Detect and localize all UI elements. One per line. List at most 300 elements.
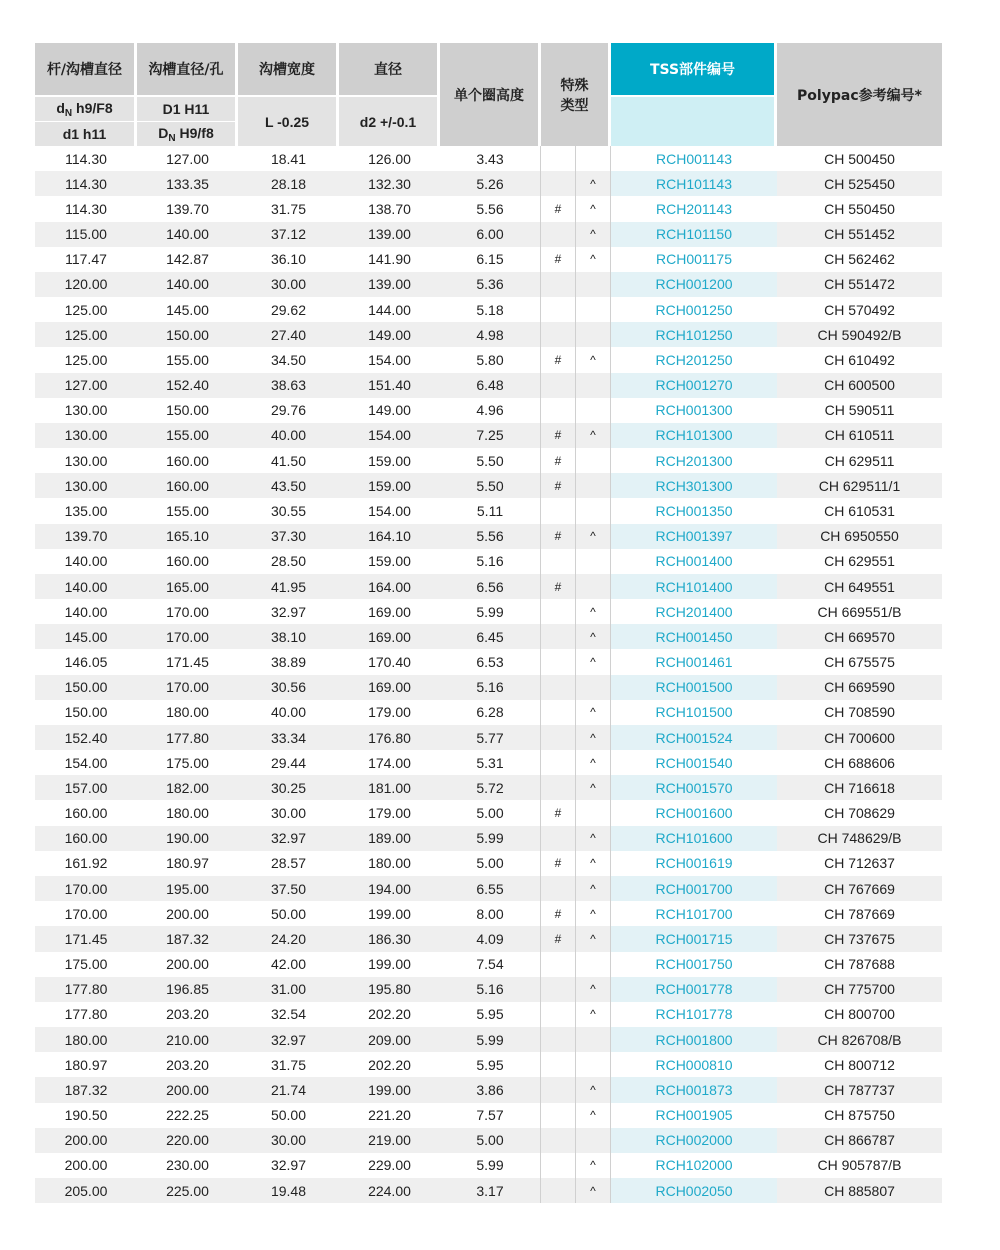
cell-groove-width: 28.18 — [238, 171, 339, 196]
cell-ring-height: 6.56 — [440, 574, 541, 599]
cell-groove-diameter: 187.32 — [137, 926, 238, 951]
cell-rod-diameter: 157.00 — [35, 775, 137, 800]
cell-special-hash — [541, 775, 576, 800]
cell-tss-part-number: RCH001400 — [655, 553, 733, 570]
cell-polypac-ref: CH 500450 — [824, 150, 895, 167]
cell-groove-diameter: 200.00 — [166, 956, 209, 973]
cell-groove-diameter: 203.20 — [166, 1006, 209, 1023]
cell-special-caret: ^ — [576, 423, 611, 448]
cell-special-caret — [576, 498, 611, 523]
cell-groove-width: 31.75 — [270, 200, 307, 217]
cell-diameter: 199.00 — [368, 905, 411, 922]
cell-groove-diameter: 155.00 — [137, 423, 238, 448]
cell-rod-diameter: 130.00 — [64, 402, 108, 419]
cell-special-hash: # — [541, 473, 576, 498]
cell-special-caret: ^ — [576, 347, 611, 372]
cell-groove-diameter: 127.00 — [166, 150, 209, 167]
cell-groove-diameter: 142.87 — [166, 251, 209, 268]
cell-groove-width: 28.57 — [270, 855, 307, 872]
header-tss-part: TSS部件编号 — [611, 43, 777, 95]
cell-polypac-ref: CH 610492 — [824, 351, 895, 368]
cell-groove-diameter: 155.00 — [166, 351, 209, 368]
cell-special-hash: # — [541, 524, 576, 549]
table-row — [35, 498, 942, 523]
cell-polypac-ref: CH 550450 — [824, 200, 895, 217]
cell-tss-part-number: RCH001600 — [655, 805, 733, 822]
cell-groove-width: 32.97 — [270, 603, 307, 620]
cell-ring-height: 5.11 — [440, 498, 541, 523]
cell-tss-part-number: RCH101778 — [655, 1006, 733, 1023]
cell-special-caret — [576, 272, 611, 297]
cell-polypac-ref: CH 787669 — [824, 905, 895, 922]
cell-special-caret: ^ — [576, 977, 611, 1002]
cell-ring-height: 5.80 — [440, 347, 541, 372]
cell-rod-diameter: 177.80 — [64, 1006, 108, 1023]
cell-special-caret: ^ — [576, 700, 611, 725]
cell-tss-part-number: RCH001800 — [611, 1027, 777, 1052]
cell-polypac-ref: CH 570492 — [824, 301, 895, 318]
cell-groove-diameter: 140.00 — [137, 272, 238, 297]
cell-groove-diameter: 220.00 — [137, 1128, 238, 1153]
cell-special-hash: # — [541, 448, 576, 473]
table-row — [35, 901, 942, 926]
table-row — [35, 675, 942, 700]
cell-groove-width: 30.00 — [238, 1128, 339, 1153]
cell-groove-diameter: 200.00 — [137, 1077, 238, 1102]
cell-diameter: 199.00 — [368, 956, 411, 973]
cell-groove-diameter: 180.00 — [166, 704, 209, 721]
header-special-type — [541, 43, 611, 146]
table-row — [35, 549, 942, 574]
cell-groove-width: 18.41 — [270, 150, 307, 167]
table-row — [35, 1178, 942, 1203]
cell-special-caret — [576, 146, 611, 171]
cell-diameter: 195.80 — [339, 977, 440, 1002]
cell-special-hash — [541, 750, 576, 775]
cell-rod-diameter: 160.00 — [35, 826, 137, 851]
cell-rod-diameter: 187.32 — [35, 1077, 137, 1102]
cell-tss-part-number: RCH001570 — [611, 775, 777, 800]
cell-tss-part-number: RCH101500 — [655, 704, 733, 721]
cell-special-caret: ^ — [576, 775, 611, 800]
cell-special-hash — [541, 322, 576, 347]
cell-polypac-ref: CH 905787/B — [817, 1157, 902, 1174]
header-polypac-ref: Polypac参考编号* — [777, 43, 942, 146]
cell-polypac-ref: CH 775700 — [777, 977, 942, 1002]
cell-diameter: 154.00 — [368, 502, 411, 519]
cell-groove-diameter: 150.00 — [166, 402, 209, 419]
cell-special-hash — [541, 1052, 576, 1077]
table-row — [35, 952, 942, 977]
cell-diameter: 159.00 — [339, 473, 440, 498]
table-row — [35, 750, 942, 775]
cell-groove-width: 40.00 — [238, 423, 339, 448]
cell-polypac-ref: CH 866787 — [777, 1128, 942, 1153]
cell-rod-diameter: 205.00 — [35, 1178, 137, 1203]
cell-polypac-ref: CH 675575 — [824, 654, 895, 671]
cell-diameter: 221.20 — [368, 1107, 411, 1124]
cell-diameter: 141.90 — [368, 251, 411, 268]
cell-special-hash — [541, 297, 576, 322]
cell-diameter: 169.00 — [339, 675, 440, 700]
cell-tss-part-number: RCH001300 — [655, 402, 733, 419]
cell-special-caret: ^ — [576, 222, 611, 247]
cell-rod-diameter: 154.00 — [64, 754, 108, 771]
cell-polypac-ref: CH 629511 — [824, 452, 895, 469]
cell-special-caret — [576, 675, 611, 700]
cell-polypac-ref: CH 708629 — [824, 805, 895, 822]
table-row — [35, 222, 942, 247]
cell-special-caret — [576, 1027, 611, 1052]
cell-rod-diameter: 177.80 — [35, 977, 137, 1002]
cell-special-hash — [541, 498, 576, 523]
cell-groove-diameter: 210.00 — [137, 1027, 238, 1052]
cell-tss-part-number: RCH201400 — [655, 603, 733, 620]
cell-special-hash: # — [541, 574, 576, 599]
cell-polypac-ref: CH 826708/B — [777, 1027, 942, 1052]
table-row — [35, 398, 942, 423]
cell-diameter: 170.40 — [368, 654, 411, 671]
cell-diameter: 151.40 — [339, 373, 440, 398]
cell-diameter: 159.00 — [368, 553, 411, 570]
cell-tss-part-number: RCH201300 — [655, 452, 733, 469]
cell-ring-height: 6.00 — [440, 222, 541, 247]
cell-groove-width: 30.25 — [238, 775, 339, 800]
table-row — [35, 977, 942, 1002]
cell-ring-height: 5.56 — [440, 196, 541, 221]
cell-ring-height: 6.48 — [440, 373, 541, 398]
cell-groove-diameter: 177.80 — [137, 725, 238, 750]
cell-diameter: 181.00 — [339, 775, 440, 800]
cell-groove-width: 21.74 — [238, 1077, 339, 1102]
cell-rod-diameter: 200.00 — [35, 1128, 137, 1153]
cell-ring-height: 4.96 — [440, 398, 541, 423]
table-row — [35, 146, 942, 171]
cell-special-caret — [576, 322, 611, 347]
cell-ring-height: 3.86 — [440, 1077, 541, 1102]
cell-groove-width: 38.89 — [270, 654, 307, 671]
cell-tss-part-number: RCH201143 — [655, 200, 732, 217]
cell-special-hash: # — [541, 800, 576, 825]
cell-ring-height: 6.15 — [440, 247, 541, 272]
cell-groove-width: 32.97 — [238, 826, 339, 851]
table-row — [35, 347, 942, 372]
cell-diameter: 169.00 — [339, 624, 440, 649]
table-row — [35, 272, 942, 297]
cell-polypac-ref: CH 767669 — [777, 876, 942, 901]
cell-groove-diameter: 175.00 — [166, 754, 209, 771]
cell-groove-width: 50.00 — [270, 1107, 307, 1124]
cell-special-hash: # — [541, 347, 576, 372]
cell-polypac-ref: CH 688606 — [824, 754, 895, 771]
cell-groove-diameter: 225.00 — [137, 1178, 238, 1203]
cell-tss-part-number: RCH001524 — [611, 725, 777, 750]
cell-diameter: 186.30 — [339, 926, 440, 951]
cell-polypac-ref: CH 885807 — [777, 1178, 942, 1203]
cell-rod-diameter: 127.00 — [35, 373, 137, 398]
cell-groove-diameter: 133.35 — [137, 171, 238, 196]
cell-tss-part-number: RCH001700 — [611, 876, 777, 901]
table-row — [35, 1103, 942, 1128]
cell-polypac-ref: CH 551452 — [777, 222, 942, 247]
cell-tss-part-number: RCH301300 — [611, 473, 777, 498]
cell-groove-diameter: 196.85 — [137, 977, 238, 1002]
cell-diameter: 164.00 — [339, 574, 440, 599]
subheader-DN-tolerance: $D_N$ H9/f8 — [137, 121, 238, 146]
cell-polypac-ref: CH 787737 — [777, 1077, 942, 1102]
cell-polypac-ref: CH 649551 — [777, 574, 942, 599]
subheader-dn-tolerance: $d_N$ h9/F8 — [35, 95, 137, 121]
cell-rod-diameter: 139.70 — [35, 524, 137, 549]
cell-rod-diameter: 115.00 — [35, 222, 137, 247]
cell-special-hash — [541, 977, 576, 1002]
cell-groove-diameter: 145.00 — [166, 301, 209, 318]
table-row — [35, 876, 942, 901]
cell-groove-width: 30.56 — [238, 675, 339, 700]
cell-groove-width: 38.10 — [238, 624, 339, 649]
cell-polypac-ref: CH 669590 — [777, 675, 942, 700]
cell-groove-diameter: 195.00 — [137, 876, 238, 901]
header-rod-groove: 杆/沟槽直径 — [35, 43, 137, 95]
table-row — [35, 599, 942, 624]
table-row — [35, 725, 942, 750]
cell-groove-width: 27.40 — [238, 322, 339, 347]
cell-special-caret — [576, 1052, 611, 1077]
cell-polypac-ref: CH 590511 — [824, 402, 895, 419]
cell-special-caret — [576, 1128, 611, 1153]
cell-special-hash — [541, 146, 576, 171]
header-special-type-line2: 类型 — [560, 97, 589, 114]
cell-ring-height: 5.72 — [440, 775, 541, 800]
cell-groove-diameter: 160.00 — [137, 473, 238, 498]
cell-polypac-ref: CH 800700 — [824, 1006, 895, 1023]
cell-special-caret: ^ — [576, 196, 611, 221]
cell-polypac-ref: CH 610531 — [824, 502, 895, 519]
cell-groove-width: 29.76 — [270, 402, 307, 419]
table-row — [35, 196, 942, 221]
cell-diameter: 179.00 — [368, 704, 411, 721]
cell-diameter: 219.00 — [339, 1128, 440, 1153]
cell-tss-part-number: RCH001250 — [655, 301, 733, 318]
table-row — [35, 574, 942, 599]
cell-special-hash — [541, 826, 576, 851]
cell-rod-diameter: 125.00 — [64, 351, 108, 368]
cell-rod-diameter: 180.97 — [64, 1056, 108, 1073]
cell-rod-diameter: 170.00 — [64, 905, 108, 922]
cell-tss-part-number: RCH101600 — [611, 826, 777, 851]
cell-tss-part-number: RCH001143 — [655, 150, 732, 167]
cell-tss-part-number: RCH101250 — [611, 322, 777, 347]
cell-tss-part-number: RCH101143 — [611, 171, 777, 196]
table-row — [35, 649, 942, 674]
cell-special-hash — [541, 725, 576, 750]
cell-special-hash: # — [541, 926, 576, 951]
cell-groove-diameter: 140.00 — [137, 222, 238, 247]
cell-groove-width: 36.10 — [270, 251, 307, 268]
cell-diameter: 149.00 — [368, 402, 411, 419]
table-row — [35, 1077, 942, 1102]
cell-rod-diameter: 160.00 — [64, 805, 108, 822]
cell-groove-width: 37.30 — [238, 524, 339, 549]
cell-groove-diameter: 160.00 — [166, 452, 209, 469]
cell-special-hash — [541, 272, 576, 297]
cell-groove-diameter: 222.25 — [166, 1107, 209, 1124]
cell-rod-diameter: 171.45 — [35, 926, 137, 951]
cell-special-caret — [576, 398, 611, 423]
cell-tss-part-number: RCH000810 — [655, 1056, 733, 1073]
cell-special-caret: ^ — [576, 725, 611, 750]
cell-special-hash — [541, 549, 576, 574]
cell-special-hash — [541, 624, 576, 649]
cell-groove-width: 43.50 — [238, 473, 339, 498]
table-row — [35, 800, 942, 825]
cell-ring-height: 5.99 — [440, 1153, 541, 1178]
cell-rod-diameter: 130.00 — [64, 452, 108, 469]
cell-special-hash — [541, 1027, 576, 1052]
cell-special-caret — [576, 373, 611, 398]
cell-groove-width: 31.75 — [270, 1056, 307, 1073]
cell-diameter: 154.00 — [339, 423, 440, 448]
cell-tss-part-number: RCH101150 — [611, 222, 777, 247]
cell-rod-diameter: 120.00 — [35, 272, 137, 297]
cell-special-hash — [541, 1002, 576, 1027]
cell-special-caret: ^ — [576, 599, 611, 624]
cell-tss-part-number: RCH002000 — [611, 1128, 777, 1153]
cell-polypac-ref: CH 6950550 — [777, 524, 942, 549]
cell-diameter: 149.00 — [339, 322, 440, 347]
cell-polypac-ref: CH 590492/B — [777, 322, 942, 347]
cell-polypac-ref: CH 748629/B — [777, 826, 942, 851]
cell-polypac-ref: CH 787688 — [824, 956, 895, 973]
cell-special-hash — [541, 1178, 576, 1203]
cell-diameter: 199.00 — [339, 1077, 440, 1102]
cell-special-hash — [541, 222, 576, 247]
cell-ring-height: 5.50 — [440, 448, 541, 473]
cell-groove-diameter: 200.00 — [166, 905, 209, 922]
cell-rod-diameter: 200.00 — [64, 1157, 108, 1174]
table-row — [35, 373, 942, 398]
cell-diameter: 202.20 — [368, 1006, 411, 1023]
cell-rod-diameter: 150.00 — [35, 675, 137, 700]
cell-ring-height: 5.00 — [440, 1128, 541, 1153]
cell-special-caret: ^ — [576, 826, 611, 851]
cell-ring-height: 5.00 — [440, 800, 541, 825]
header-groove-bore: 沟槽直径/孔 — [137, 43, 238, 95]
cell-rod-diameter: 130.00 — [35, 473, 137, 498]
cell-tss-part-number: RCH001461 — [655, 654, 733, 671]
cell-polypac-ref: CH 875750 — [824, 1107, 895, 1124]
cell-ring-height: 7.54 — [440, 952, 541, 977]
cell-rod-diameter: 140.00 — [64, 553, 108, 570]
cell-special-hash — [541, 649, 576, 674]
table-row — [35, 322, 942, 347]
cell-polypac-ref: CH 716618 — [777, 775, 942, 800]
cell-polypac-ref: CH 737675 — [777, 926, 942, 951]
table-row — [35, 1052, 942, 1077]
cell-special-hash — [541, 876, 576, 901]
cell-groove-diameter: 190.00 — [137, 826, 238, 851]
header-diameter: 直径 — [339, 43, 440, 95]
cell-ring-height: 5.99 — [440, 599, 541, 624]
cell-ring-height: 7.25 — [440, 423, 541, 448]
cell-special-hash: # — [541, 901, 576, 926]
cell-tss-part-number: RCH001350 — [655, 502, 733, 519]
table-row — [35, 423, 942, 448]
subheader-D1-H11: D1 H11 — [137, 95, 238, 121]
cell-groove-width: 19.48 — [238, 1178, 339, 1203]
cell-tss-part-number: RCH001905 — [655, 1107, 733, 1124]
cell-groove-width: 37.12 — [238, 222, 339, 247]
cell-ring-height: 6.53 — [440, 649, 541, 674]
cell-polypac-ref: CH 800712 — [824, 1056, 895, 1073]
cell-groove-width: 38.63 — [238, 373, 339, 398]
cell-rod-diameter: 190.50 — [64, 1107, 108, 1124]
cell-rod-diameter: 146.05 — [64, 654, 108, 671]
table-row — [35, 448, 942, 473]
header-special-type-line1: 特殊 — [560, 77, 589, 94]
cell-special-caret: ^ — [576, 247, 611, 272]
cell-rod-diameter: 180.00 — [35, 1027, 137, 1052]
cell-special-caret — [576, 549, 611, 574]
cell-special-hash: # — [541, 247, 576, 272]
cell-ring-height: 6.55 — [440, 876, 541, 901]
cell-groove-diameter: 170.00 — [166, 603, 209, 620]
cell-special-caret — [576, 448, 611, 473]
cell-diameter: 164.10 — [339, 524, 440, 549]
cell-special-caret — [576, 952, 611, 977]
cell-special-caret — [576, 574, 611, 599]
cell-rod-diameter: 130.00 — [35, 423, 137, 448]
cell-groove-width: 41.50 — [270, 452, 307, 469]
cell-groove-diameter: 165.10 — [137, 524, 238, 549]
cell-diameter: 194.00 — [339, 876, 440, 901]
cell-diameter: 154.00 — [368, 351, 411, 368]
cell-groove-width: 29.44 — [270, 754, 307, 771]
cell-groove-diameter: 182.00 — [137, 775, 238, 800]
cell-ring-height: 5.99 — [440, 826, 541, 851]
cell-groove-width: 37.50 — [238, 876, 339, 901]
cell-tss-part-number: RCH201250 — [655, 351, 733, 368]
cell-ring-height: 5.95 — [440, 1002, 541, 1027]
cell-rod-diameter: 135.00 — [64, 502, 108, 519]
table-row — [35, 473, 942, 498]
cell-polypac-ref: CH 551472 — [777, 272, 942, 297]
cell-special-caret: ^ — [576, 1178, 611, 1203]
cell-polypac-ref: CH 700600 — [777, 725, 942, 750]
table-row — [35, 171, 942, 196]
cell-ring-height: 8.00 — [440, 901, 541, 926]
subheader-L-tolerance: L -0.25 — [238, 95, 339, 146]
cell-diameter: 139.00 — [339, 222, 440, 247]
cell-groove-width: 32.97 — [270, 1157, 307, 1174]
cell-groove-width: 32.54 — [270, 1006, 307, 1023]
cell-polypac-ref: CH 629551 — [824, 553, 895, 570]
table-row — [35, 1153, 942, 1178]
cell-diameter: 132.30 — [339, 171, 440, 196]
cell-groove-width: 34.50 — [270, 351, 307, 368]
cell-groove-diameter: 180.00 — [166, 805, 209, 822]
cell-groove-diameter: 170.00 — [137, 624, 238, 649]
cell-groove-width: 29.62 — [270, 301, 307, 318]
cell-special-caret — [576, 297, 611, 322]
cell-rod-diameter: 125.00 — [64, 301, 108, 318]
cell-ring-height: 5.00 — [440, 851, 541, 876]
cell-groove-diameter: 139.70 — [166, 200, 209, 217]
cell-tss-part-number: RCH001450 — [611, 624, 777, 649]
cell-groove-width: 41.95 — [238, 574, 339, 599]
cell-special-hash — [541, 952, 576, 977]
cell-special-caret: ^ — [576, 1077, 611, 1102]
